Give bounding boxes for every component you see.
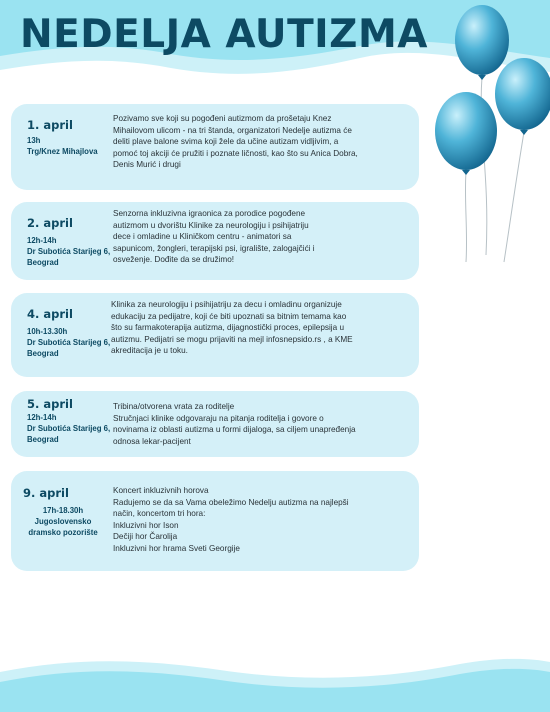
description-line: sapunicom, žongleri, terapijski psi, igralište, zalogajčići i: [113, 243, 315, 253]
description-line: osveženje. Dođite da se družimo!: [113, 255, 235, 265]
event-time: 13h: [27, 136, 41, 145]
description-line: autizmom u dvorištu Klinike za neurologiju i psihijatriju: [113, 220, 309, 230]
description-line: Senzorna inkluzivna igraonica za porodice pogođene: [113, 209, 306, 218]
event-info: [23, 486, 103, 538]
description-line: Inkluzivni hor hrama Sveti Georgije: [113, 543, 240, 553]
event-location: Dr Subotića Starijeg 6, Beograd: [27, 424, 111, 444]
event-location: Dr Subotića Starijeg 6, Beograd: [27, 247, 111, 267]
event-description: [113, 113, 408, 171]
page-title: NEDELJA AUTIZMA: [20, 12, 428, 57]
description-line: Denis Murić i drugi: [113, 160, 181, 170]
description-line: Mihailovom ulicom - na tri štanda, organizatori Nedelje autizma će: [113, 125, 352, 135]
event-date: 2. april: [27, 216, 73, 230]
description-line: Stručnjaci klinike odgovaraju na pitanja roditelja i govore o: [113, 413, 324, 423]
event-description: [113, 208, 408, 266]
event-info: [27, 216, 113, 268]
description-line: dece i omladine u Kliničkom centru - animatori sa: [113, 232, 292, 242]
event-card: [11, 104, 419, 190]
event-time: 12h-14h: [27, 413, 57, 422]
event-card: [11, 391, 419, 457]
event-date: 1. april: [27, 118, 73, 132]
description-line: autizmu. Pedijatri se mogu prijaviti na mejl infosnepsido.rs , a KME: [111, 334, 353, 344]
description-line: Inkluzivni hor Ison: [113, 520, 179, 530]
event-card: [11, 471, 419, 571]
description-line: deliti plave balone svima koji žele da učine autizam vidljivim, a: [113, 137, 339, 147]
event-location: Jugoslovensko dramsko pozorište: [28, 517, 98, 537]
event-info: [27, 118, 117, 157]
description-line: Koncert inkluzivnih horova: [113, 486, 209, 495]
description-line: Klinika za neurologiju i psihijatriju za decu i omladinu organizuje: [111, 300, 342, 309]
event-description: [113, 485, 408, 555]
description-line: edukaciju za pedijatre, koji će biti upoznati sa bitnim temama kao: [111, 311, 347, 321]
description-line: Radujemo se da sa Vama obeležimo Nedelju autizma na najlepši: [113, 497, 349, 507]
event-date: 5. april: [27, 397, 73, 411]
bottom-wave-decoration: [0, 652, 550, 712]
event-info: [27, 397, 113, 445]
description-line: Tribina/otvorena vrata za roditelje: [113, 402, 235, 411]
event-time: 12h-14h: [27, 236, 57, 245]
description-line: Pozivamo sve koji su pogođeni autizmom da prošetaju Knez: [113, 114, 332, 123]
description-line: akreditacija je u toku.: [111, 346, 188, 356]
event-info: [27, 307, 113, 359]
description-line: odnosa lekar-pacijent: [113, 436, 191, 446]
event-description: [113, 401, 408, 447]
event-card: [11, 202, 419, 280]
description-line: što su farmakoterapija autizma, dijagnostički proces, epilepsija u: [111, 323, 345, 333]
description-line: Dečiji hor Čarolija: [113, 532, 178, 542]
description-line: novinama iz oblasti autizma u formi dijaloga, sa ciljem unapređenja: [113, 425, 356, 435]
event-date: 4. april: [27, 307, 73, 321]
event-location: Trg/Knez Mihajlova: [27, 147, 98, 156]
event-date: 9. april: [23, 486, 69, 500]
event-card: [11, 293, 419, 377]
description-line: način, koncertom tri hora:: [113, 509, 206, 519]
balloons-illustration: [420, 0, 550, 270]
event-location: Dr Subotića Starijeg 6, Beograd: [27, 338, 111, 358]
event-time: 10h-13.30h: [27, 327, 68, 336]
description-line: pomoć toj akciji će pružiti i poznate ličnosti, kao što su Anica Dobra,: [113, 148, 358, 158]
event-time: 17h-18.30h: [42, 506, 84, 515]
event-description: [111, 299, 406, 357]
